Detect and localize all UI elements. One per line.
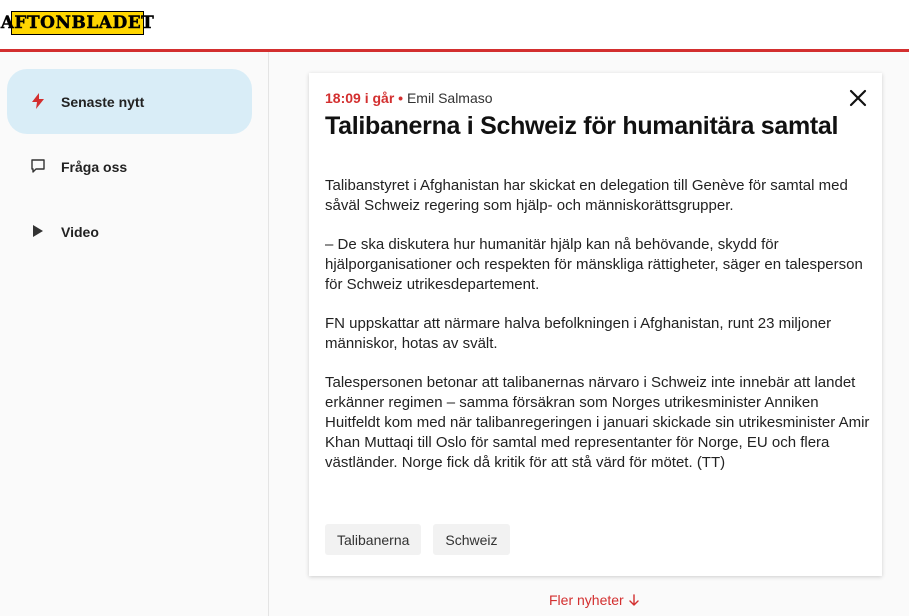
- play-icon: [29, 222, 47, 240]
- sidebar-item-label: Senaste nytt: [61, 93, 145, 110]
- article-author[interactable]: Emil Salmaso: [406, 90, 493, 106]
- meta-separator: •: [398, 90, 404, 106]
- sidebar: [0, 52, 269, 616]
- article-paragraph: – De ska diskutera hur humanitär hjälp kan nå behövande, skydd för hjälporganisationer och respekten för mänskliga rättigheter, säger en talesperson för Schweiz utrikesdepartement.: [325, 236, 863, 293]
- article-body: [325, 176, 870, 492]
- tag-list: [325, 524, 510, 555]
- more-news-label: Fler nyheter: [549, 592, 624, 608]
- close-button[interactable]: [848, 88, 868, 108]
- article-headline: Talibanerna i Schweiz för humanitära samtal: [325, 112, 839, 140]
- aftonbladet-logo[interactable]: [0, 11, 155, 35]
- tag-talibanerna[interactable]: Talibanerna: [325, 524, 421, 555]
- article-meta: [325, 90, 493, 106]
- article-card: [309, 73, 882, 576]
- sidebar-item-label: Fråga oss: [61, 158, 128, 175]
- article-paragraph: Talibanstyret i Afghanistan har skickat en delegation till Genève för samtal med såväl Schweiz regering som hjälp- och människorättsgrupper.: [325, 177, 848, 214]
- sidebar-item-fraga-oss[interactable]: [7, 134, 252, 199]
- sidebar-item-senaste-nytt[interactable]: [7, 69, 252, 134]
- top-bar: [0, 0, 909, 52]
- more-news-link[interactable]: [549, 592, 639, 608]
- arrow-down-icon: [629, 594, 639, 606]
- article-paragraph: Talespersonen betonar att talibanernas närvaro i Schweiz inte innebär att landet erkänner regimen – samma försäkran som Norges utrikesminister Anniken Huitfeldt kom med när talibanregeringen i januari skickade sin utrikesminister Amir Khan Muttaqi till Oslo för samtal med representanter för Norge, EU och flera västländer. Norge fick då kritik för att stå värd för mötet. (TT): [325, 374, 870, 471]
- sidebar-item-video[interactable]: [7, 199, 252, 264]
- article-time: 18:09 i går: [325, 90, 395, 106]
- sidebar-item-label: Video: [61, 223, 99, 240]
- logo-text: AFTONBLADET: [0, 12, 155, 33]
- close-icon: [848, 88, 868, 108]
- lightning-icon: [29, 92, 47, 110]
- tag-schweiz[interactable]: Schweiz: [433, 524, 509, 555]
- chat-bubble-icon: [29, 157, 47, 175]
- article-paragraph: FN uppskattar att närmare halva befolkningen i Afghanistan, runt 23 miljoner människor, hotas av svält.: [325, 315, 832, 352]
